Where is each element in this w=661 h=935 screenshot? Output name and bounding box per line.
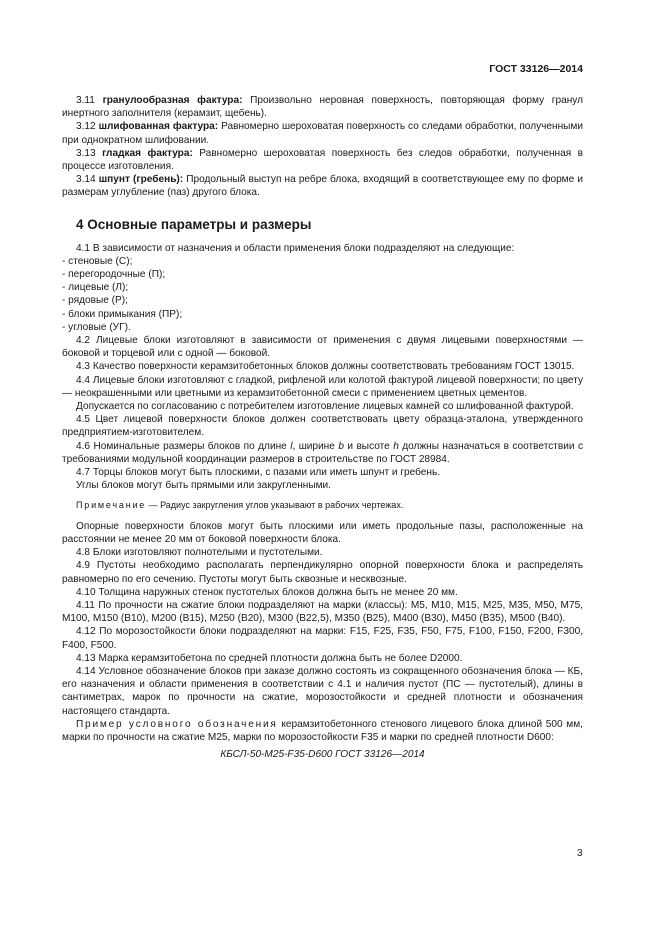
example-paragraph: Пример условного обозначения керамзитобетонного стенового лицевого блока длиной 500 мм, марки по прочности на сжатие М25, марки по морозостойкости F35 и марки по средней плотности D600: xyxy=(62,718,583,743)
list-item: - лицевые (Л); xyxy=(62,282,129,294)
list-item: - угловые (УГ). xyxy=(62,321,131,333)
para-4-5: 4.5 Цвет лицевой поверхности блоков должен соответствовать цвету образца-эталона, утвержденного предприятием-изготовителем. xyxy=(62,414,583,439)
para-4-11: 4.11 По прочности на сжатие блоки подразделяют на марки (классы): М5, М10, М15, М25, М35, М50, М75, М100, М150 (В10), М200 (В15), М250 (В20), М300 (В22,5), М350 (В25), М400 (В30), М450 (В35), М500 (В40). xyxy=(62,599,583,625)
para-4-10: 4.10 Толщина наружных стенок пустотелых блоков должна быть не менее 20 мм. xyxy=(76,586,458,598)
para-4-12: 4.12 По морозостойкости блоки подразделяют на марки: F15, F25, F35, F50, F75, F100, F150, F200, F300, F400, F500. xyxy=(62,626,583,651)
para-4-1: 4.1 В зависимости от назначения и области применения блоки подразделяют на следующие: xyxy=(76,242,515,254)
list-item: - перегородочные (П); xyxy=(62,269,166,281)
list-item: - блоки примыкания (ПР); xyxy=(62,308,183,320)
list-item: - стеновые (С); xyxy=(62,255,133,267)
para-4-4-note: Допускается по согласованию с потребителем изготовление лицевых камней со шлифованной фактурой. xyxy=(76,401,574,413)
para-4-6: 4.6 Номинальные размеры блоков по длине l, ширине b и высоте h должны назначаться в соответствии с требованиями модульной координации размеров в строительстве по ГОСТ 28984. xyxy=(62,440,583,465)
term-3-14: 3.14 шпунт (гребень): Продольный выступ на ребре блока, входящий в соответствующее ему по форме и размерам углубление (паз) другого блока. xyxy=(62,174,583,199)
section-4-heading: 4 Основные параметры и размеры xyxy=(76,216,312,232)
para-4-14: 4.14 Условное обозначение блоков при заказе должно состоять из сокращенного обозначения блока — КБ, его назначения и области применения в соответствии с 4.1 и наличия пустот (ПС — пустотелый), длины в сантиметрах, марок по прочности на сжатие, морозостойкости и средней плотности и обозначения настоящего стандарта. xyxy=(62,665,583,717)
term-3-13: 3.13 гладкая фактура: Равномерно шероховатая поверхность без следов обработки, полученная в процессе изготовления. xyxy=(62,147,583,173)
para-4-7: 4.7 Торцы блоков могут быть плоскими, с пазами или иметь шпунт и гребень. xyxy=(76,467,441,479)
para-4-3: 4.3 Качество поверхности керамзитобетонных блоков должны соответствовать требованиям ГОСТ 13015. xyxy=(76,361,575,373)
document-code-header: ГОСТ 33126—2014 xyxy=(489,63,583,75)
page-number: 3 xyxy=(577,848,583,859)
para-4-4: 4.4 Лицевые блоки изготовляют с гладкой, рифленой или колотой фактурой лицевой поверхности; по цвету — неокрашенными или цветными из керамзитобетонной смеси с применением цветных цементов. xyxy=(62,374,583,399)
list-item: - рядовые (Р); xyxy=(62,295,128,307)
para-4-9: 4.9 Пустоты необходимо располагать перпендикулярно опорной поверхности блока и распределять равномерно по его сечению. Пустоты могут быть сквозные и несквозные. xyxy=(62,560,583,585)
document-body xyxy=(62,94,583,761)
para-4-13: 4.13 Марка керамзитобетона по средней плотности должна быть не более D2000. xyxy=(76,652,463,664)
note: Примечание — Радиус закругления углов указывают в рабочих чертежах. xyxy=(76,500,404,511)
note-label: Примечание xyxy=(76,500,147,511)
para-support-surfaces: Опорные поверхности блоков могут быть плоскими или иметь продольные пазы, расположенные на расстоянии не менее 20 мм от боковой поверхности блока. xyxy=(62,520,583,545)
term-3-11: 3.11 гранулообразная фактура: Произвольно неровная поверхность, повторяющая форму гранул инертного заполнителя (керамзит, щебень). xyxy=(62,95,583,120)
example-designation: КБСЛ-50-М25-F35-D600 ГОСТ 33126—2014 xyxy=(220,749,425,761)
example-label: Пример условного обозначения xyxy=(76,718,278,730)
para-4-7-corners: Углы блоков могут быть прямыми или закругленными. xyxy=(76,480,331,492)
para-4-8: 4.8 Блоки изготовляют полнотелыми и пустотелыми. xyxy=(76,547,323,559)
para-4-2: 4.2 Лицевые блоки изготовляют в зависимости от применения с двумя лицевыми поверхностями — боковой и торцевой или с одной — боковой. xyxy=(62,335,583,360)
term-3-12: 3.12 шлифованная фактура: Равномерно шероховатая поверхность со следами обработки, полученными при однократном шлифовании. xyxy=(62,121,583,146)
